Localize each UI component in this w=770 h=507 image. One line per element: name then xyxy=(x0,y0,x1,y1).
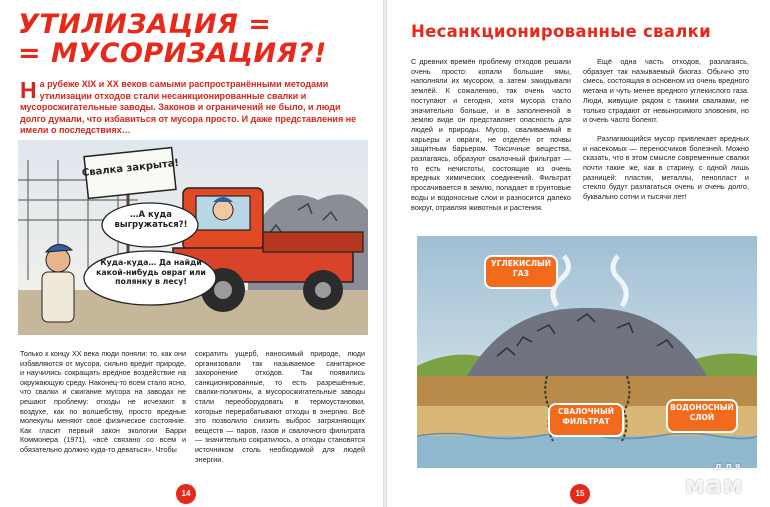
watermark-main: мам xyxy=(685,471,744,499)
intro-text: а рубеже XIX и XX веков самыми распространёнными методами утилизации отходов стали несанкционированные свалки и мусоросжигательные заводы. Законов и ограничений не было, и люди долго думали, что избавиться от мусора просто. И даже представления не имели о последствиях… xyxy=(20,79,357,135)
landfill-cross-section-illustration xyxy=(417,236,757,468)
right-body-column-1 xyxy=(411,57,571,212)
watermark-top: для xyxy=(714,462,744,472)
left-page-title xyxy=(18,10,378,68)
label-leachate-text: СВАЛОЧНЫЙ ФИЛЬТРАТ xyxy=(557,407,614,426)
right-col1-paragraph: С древних времён проблему отходов решали очень просто: копали большие ямы, наполняли их мусором, а затем закидывали землёй. К сожалению, так очень часто поступают и сегодня, хотя мусора стало значительно больше, и в заполненной в землю виде он представляет опасность для людей и природы. Мусор, сваливаемый в карьеры и овраги, не отделён от почвы защитным барьером. Токсичные вещества, разлагаясь, образуют свалочный фильтрат — то есть нечистоты, состоящие из очень вредных химических соединений. Фильтрат просачивается в землю, попадает в грунтовые воды и водоносные слои и разносится далеко вокруг, отравляя животных и растения. xyxy=(411,57,571,212)
right-page-title: Несанкционированные свалки xyxy=(411,22,711,41)
left-body-column-1: Только к концу XX века люди поняли: то, как они избавляются от мусора, сильно вредит природе, и научились сокращать вредное воздействие на окружающую среду. Наконец-то всем стало ясно, что свалки и сжигание мусора на заводах не решают проблему: отходы не исчезают в воздухе, как по волшебству, просто вредные молекулы меняют своё физическое состояние. Как гласит первый закон экологии Барри Коммонера (1971), «всё связано со всем и обязательно должно куда-то деваться». Чтобы xyxy=(20,349,186,454)
drop-cap: Н xyxy=(20,77,37,103)
left-body-column-2: сократить ущерб, наносимый природе, люди организовали так называемое санитарное захоронение отходов. Так появились санкционированные, то есть разрешённые, свалки-полигоны, а мусоросжигательные заводы стали переоборудовать в термоустановки, которые перерабатывают отходы в энергию. Всё это позволило снизить выброс загрязняющих веществ — паров, газов и свалочного фильтрата — значительно сократилось, а отходы становятся источником столь необходимой для людей энергии. xyxy=(195,349,365,464)
label-leachate xyxy=(549,404,623,436)
page-number-left: 14 xyxy=(176,484,196,504)
right-col2-paragraph-2: Разлагающийся мусор привлекает вредных и насекомых — переносчиков болезней. Можно сказать, что в этом смысле современные свалки почти такие же, как в старину, с одной лишь разницей: пластик, металлы, пенопласт и стекло будут разлагаться очень и очень долго, буквально сотни и тысячи лет! xyxy=(583,133,749,202)
label-aquifer xyxy=(667,400,737,432)
label-aquifer-text: ВОДОНОСНЫЙ СЛОЙ xyxy=(670,403,734,422)
page-number-right: 15 xyxy=(570,484,590,504)
driver-speech-bubble xyxy=(102,203,198,247)
label-carbon-dioxide xyxy=(485,256,557,288)
right-page xyxy=(387,0,770,507)
sign-text: Свалка закрыта! xyxy=(81,157,180,179)
left-page xyxy=(0,0,383,507)
intro-paragraph xyxy=(20,79,366,137)
title-line-2: = МУСОРИЗАЦИЯ?! xyxy=(18,38,327,69)
truck-illustration xyxy=(18,140,368,335)
driver-speech-text: …А куда выгружаться?! xyxy=(114,210,188,230)
man-speech-text: Куда-куда… Да найди какой-нибудь овраг или полянку в лесу! xyxy=(96,258,206,286)
man-figure xyxy=(42,244,74,322)
right-body-column-2 xyxy=(583,57,749,202)
label-gas-text: УГЛЕКИСЛЫЙ ГАЗ xyxy=(490,259,552,278)
man-speech-bubble xyxy=(84,251,216,305)
right-col2-paragraph-1: Ещё одна часть отходов, разлагаясь, образует так называемый биогаз. Обычно это смесь, состоящая в основном из очень вредного метана и чуть менее вредного углекислого газа. Люди, живущие рядом с такими свалками, не только страдают от невыносимого зловония, но и очень часто болеют. xyxy=(583,57,749,125)
site-watermark xyxy=(685,463,743,499)
title-line-1: УТИЛИЗАЦИЯ = xyxy=(18,9,272,40)
